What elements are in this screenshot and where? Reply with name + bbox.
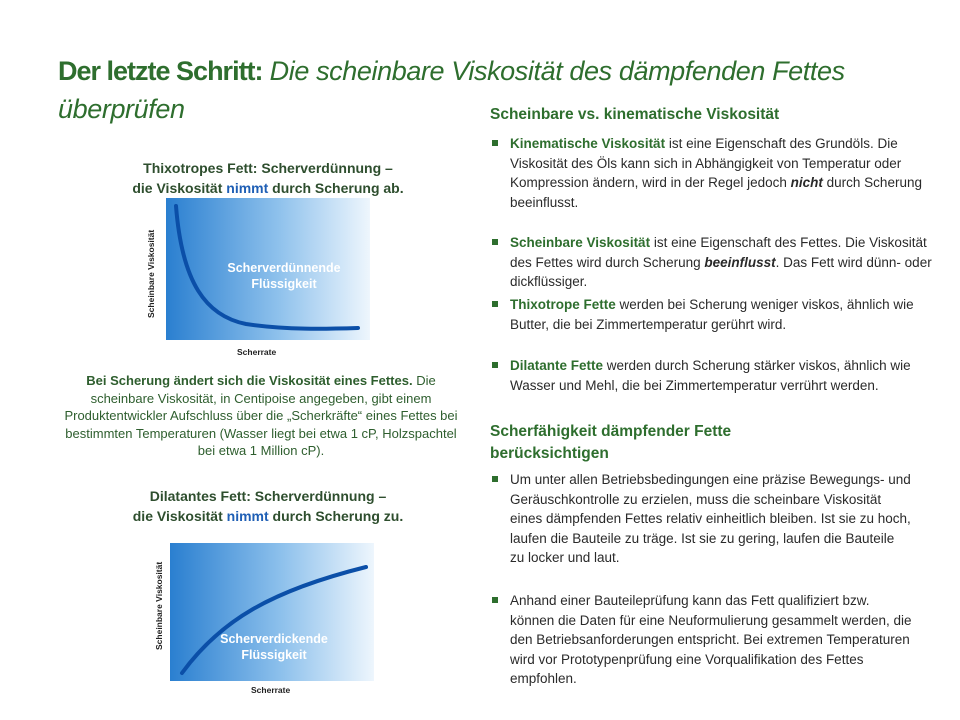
chart2-caption-line1: Dilatantes Fett: Scherverdünnung –: [149, 488, 387, 504]
heading-shear-capability: Scherfähigkeit dämpfender Fette berücksichtigen: [490, 423, 732, 462]
bullet-consistency: [492, 470, 912, 568]
chart1: [166, 198, 370, 340]
chart1-caption-highlight: nimmt: [226, 180, 269, 196]
chart2-ylabel: Scheinbare Viskosität: [154, 561, 164, 650]
bullet-kinematic: [492, 134, 932, 212]
chart2: [170, 543, 374, 681]
bullet-apparent: [492, 233, 932, 292]
chart2-xlabel: Scherrate: [251, 685, 291, 695]
bullet-apparent-text-end: . Das Fett wird dünn- oder dickflüssiger.: [510, 254, 932, 289]
bullet-dilatant: [492, 356, 932, 395]
heading-viscosity-comparison: Scheinbare vs. kinematische Viskosität: [490, 106, 780, 123]
chart2-label-line1: Scherverdickende: [220, 632, 328, 646]
bullet-apparent-emphasis: beeinflusst: [704, 254, 776, 270]
bullet-thixotropic-term: Thixotrope Fette: [510, 297, 616, 312]
bullet-marker: [492, 140, 498, 146]
chart1-caption-post: durch Scherung ab.: [268, 180, 404, 196]
chart1-xlabel: Scherrate: [237, 347, 277, 357]
bullet-marker: [492, 597, 498, 603]
bullet-consistency-text: Um unter allen Betriebsbedingungen eine präzise Bewegungs- und Geräuschkontrolle zu erzielen, muss die scheinbare Viskosität eines dämpfenden Fettes relativ einheitlich bleiben. Ist sie zu hoch, laufen die Bauteile zu träge. Ist sie zu gering, laufen die Bauteile zu locker und laut.: [510, 472, 911, 565]
chart2-label-line2: Flüssigkeit: [241, 648, 307, 662]
chart1-label-line1: Scherverdünnende: [227, 261, 341, 275]
paragraph-lead: Bei Scherung ändert sich die Viskosität eines Fettes.: [86, 373, 413, 388]
viscosity-paragraph: [56, 372, 466, 460]
bullet-marker: [492, 301, 498, 307]
bullet-apparent-term: Scheinbare Viskosität: [510, 235, 651, 250]
bullet-dilatant-term: Dilatante Fette: [510, 358, 604, 373]
paragraph-rest: Die scheinbare Viskosität, in Centipoise angegeben, gibt einem Produktentwickler Aufschluss über die „Scherkräfte“ eines Fettes bei bestimmten Temperaturen (Wasser liegt bei etwa 1 cP, Holzspachtel bei etwa 1 Million cP).: [64, 373, 458, 458]
title-bold: Der letzte Schritt:: [58, 56, 263, 86]
bullet-kinematic-text: ist eine Eigenschaft des Grundöls. Die Viskosität des Öls kann sich in Abhängigkeit von Temperatur oder Kompression ändern, wird in der Regel jedoch: [510, 136, 902, 190]
chart1-ylabel: Scheinbare Viskosität: [146, 229, 156, 318]
chart2-caption-pre: die Viskosität: [132, 508, 227, 524]
chart1-caption-pre: die Viskosität: [132, 180, 227, 196]
bullet-thixotropic-text: werden bei Scherung weniger viskos, ähnlich wie Butter, die bei Zimmertemperatur gerührt wird.: [510, 297, 914, 332]
bullet-component-test: [492, 591, 912, 689]
bullet-marker: [492, 476, 498, 482]
chart2-caption-highlight: nimmt: [226, 508, 269, 524]
bullet-kinematic-term: Kinematische Viskosität: [510, 136, 666, 151]
chart2-caption: [78, 486, 458, 526]
bullet-dilatant-text: werden durch Scherung stärker viskos, ähnlich wie Wasser und Mehl, die bei Zimmertemperatur verrührt werden.: [510, 358, 911, 393]
bullet-marker: [492, 362, 498, 368]
bullet-component-test-text: Anhand einer Bauteileprüfung kann das Fett qualifiziert bzw. können die Daten für eine Neuformulierung gesammelt werden, die den Betriebsanforderungen entspricht. Bei extremen Temperaturen wird vor Prototypenprüfung eine Vorqualifikation des Fettes empfohlen.: [510, 593, 912, 686]
bullet-apparent-text: ist eine Eigenschaft des Fettes. Die Viskosität des Fettes wird durch Scherung: [510, 235, 927, 270]
chart1-caption: [78, 158, 458, 198]
title-italic: Die scheinbare Viskosität des dämpfenden Fettes überprüfen: [58, 56, 845, 124]
chart2-caption-post: durch Scherung zu.: [268, 508, 404, 524]
bullet-marker: [492, 239, 498, 245]
bullet-thixotropic: [492, 295, 932, 334]
chart1-caption-line1: Thixotropes Fett: Scherverdünnung –: [143, 160, 393, 176]
chart1-label-line2: Flüssigkeit: [251, 277, 317, 291]
bullet-kinematic-emphasis: nicht: [790, 175, 823, 190]
bullet-kinematic-text-end: durch Scherung beeinflusst.: [510, 175, 922, 210]
